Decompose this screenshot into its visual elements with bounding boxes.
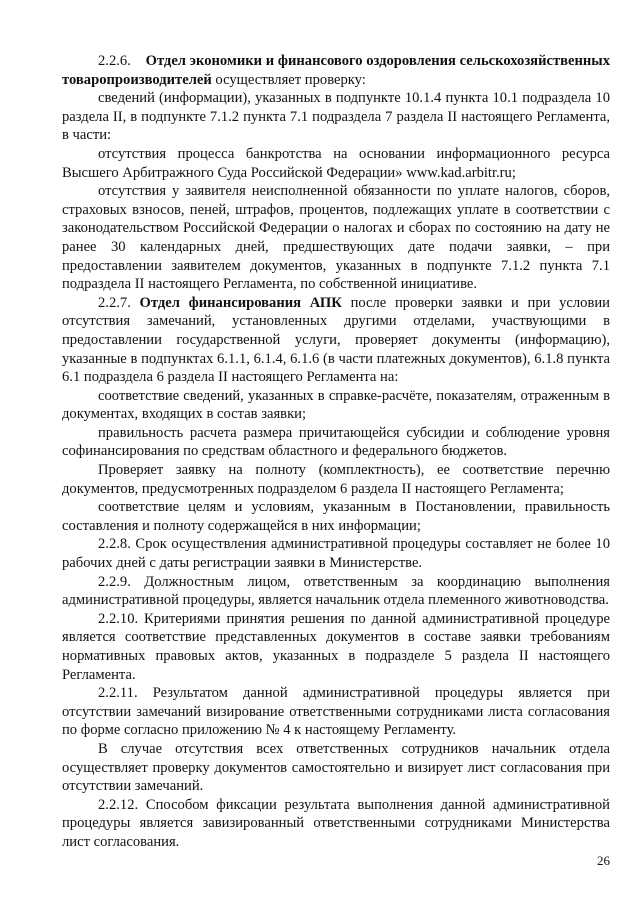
paragraph-2-2-9: 2.2.9. Должностным лицом, ответственным за координацию выполнения административной процедуры, является начальник отдела племенного животноводства. [62, 573, 610, 609]
document-page [62, 52, 610, 852]
clause-text: осуществляет проверку: [211, 71, 366, 88]
paragraph-2-2-11: 2.2.11. Результатом данной административной процедуры является при отсутствии замечаний визирование ответственными сотрудниками листа согласования по форме согласно приложению № 4 к настоящему Регламенту. [62, 685, 610, 739]
clause-number: 2.2.6. [98, 53, 131, 69]
paragraph-2-2-10: 2.2.10. Критериями принятия решения по данной административной процедуре является соответствие представленных документов в составе заявки требованиям нормативных правовых актов, указанных в подразделе 5 раздела II настоящего Регламента. [62, 610, 610, 683]
department-name: Отдел экономики и финансового оздоровления сельскохозяйственных товаропроизводителей [62, 53, 611, 88]
paragraph: правильность расчета размера причитающейся субсидии и соблюдение уровня софинансирования по средствам областного и федерального бюджетов. [62, 424, 610, 460]
department-name: Отдел финансирования АПК [139, 294, 342, 311]
paragraph: отсутствия процесса банкротства на основании информационного ресурса Высшего Арбитражного Суда Российской Федерации» www.kad.arbitr.ru; [62, 145, 610, 181]
paragraph: отсутствия у заявителя неисполненной обязанности по уплате налогов, сборов, страховых взносов, пеней, штрафов, процентов, подлежащих уплате в соответствии с законодательством Российской Федерации о налогах и сборах по состоянию на дату не ранее 30 календарных дней, предшествующих дате подачи заявки, – при предоставлении заявителем документов, указанных в подпункте 7.1.2 пункта 7.1 подраздела II настоящего Регламента, по собственной инициативе. [62, 183, 610, 293]
paragraph-2-2-8: 2.2.8. Срок осуществления административной процедуры составляет не более 10 рабочих дней с даты регистрации заявки в Министерстве. [62, 536, 610, 572]
paragraph: соответствие сведений, указанных в справке-расчёте, показателям, отраженным в документах, входящих в состав заявки; [62, 387, 610, 423]
paragraph: соответствие целям и условиям, указанным в Постановлении, правильность составления и полноту содержащейся в них информации; [62, 499, 610, 534]
clause-text: после проверки заявки и при условии отсутствия замечаний, установленных другими отделами, участвующими в предоставлении государственной услуги, проверяет документы (информацию), указанные в подпунктах 6.1.1, 6.1.4, 6.1.6 (в части платежных документов), 6.1.8 пункта 6.1 подраздела 6 раздела II настоящего Регламента на: [62, 294, 610, 386]
paragraph-2-2-12: 2.2.12. Способом фиксации результата выполнения данной административной процедуры является завизированный ответственными сотрудниками Министерства лист согласования. [62, 796, 610, 850]
paragraph: Проверяет заявку на полноту (комплектность), ее соответствие перечню документов, предусмотренных подразделом 6 раздела II настоящего Регламента; [62, 462, 610, 497]
paragraph: сведений (информации), указанных в подпункте 10.1.4 пункта 10.1 подраздела 10 раздела II, в подпункте 7.1.2 пункта 7.1 подраздела 7 раздела II настоящего Регламента, в части: [62, 90, 610, 144]
paragraph: В случае отсутствия всех ответственных сотрудников начальник отдела осуществляет проверку документов самостоятельно и визирует лист согласования при отсутствии замечаний. [62, 740, 610, 795]
clause-number: 2.2.7. [98, 294, 131, 311]
paragraph-2-2-6 [62, 52, 610, 89]
page-number: 26 [597, 853, 610, 868]
paragraph-2-2-7 [62, 294, 610, 387]
